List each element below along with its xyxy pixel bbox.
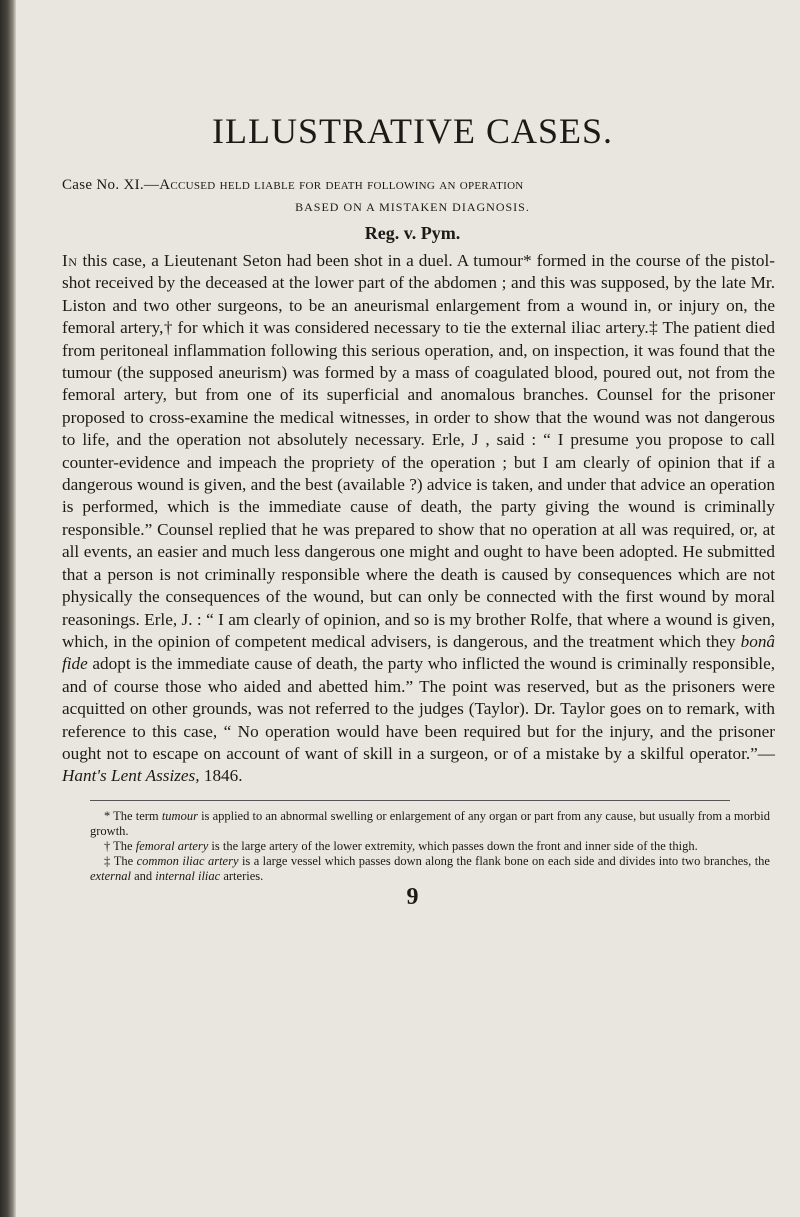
page-heading: ILLUSTRATIVE CASES. <box>211 111 613 151</box>
case-label: Case No. XI. <box>62 177 144 193</box>
book-page <box>50 110 775 911</box>
case-body-paragraph <box>62 250 775 788</box>
book-binding-edge <box>0 0 16 1217</box>
citation-source: Hant's Lent Assizes, <box>62 766 200 786</box>
footnotes <box>90 809 770 884</box>
paragraph-lead-word: In <box>62 251 78 270</box>
footnote-iliac-artery: ‡ The common iliac artery is a large vessel which passes down along the flank bone on each side and divides into two branches, the external and internal iliac arteries. <box>90 853 770 883</box>
bona-fide-phrase: bonâ fide <box>62 631 775 674</box>
footnote-femoral-artery: † The femoral artery is the large artery of the lower extremity, which passes down the front and inner side of the thigh. <box>104 838 698 853</box>
page-number: 9 <box>406 883 419 910</box>
case-reg-line: Reg. v. Pym. <box>364 223 461 243</box>
case-title <box>62 176 775 194</box>
footnote-divider <box>90 800 730 801</box>
footnote-tumour: * The term tumour is applied to an abnormal swelling or enlargement of any organ or part from any cause, but usually from a morbid growth. <box>90 808 770 838</box>
case-title-text: —Accused held liable for death following an operation <box>143 177 524 193</box>
citation-year: 1846. <box>199 766 243 786</box>
case-subtitle: BASED ON A MISTAKEN DIAGNOSIS. <box>295 200 530 214</box>
body-text-part-2: adopt is the immediate cause of death, the party who inflicted the wound is criminally responsible, and of course those who aided and abetted him.” The point was reserved, but as the prisoners were acquitted on other grounds, was not referred to the judges (Taylor). Dr. Taylor goes on to remark, with reference to this case, “ No operation would have been required but for the injury, and the prisoner ought not to escape on account of want of skill in a surgeon, or of a mistake by a skilful operator.”— <box>62 654 775 763</box>
body-text-part-1: this case, a Lieutenant Seton had been shot in a duel. A tumour* formed in the course of the pistol-shot received by the deceased at the lower part of the abdomen ; and this was supposed, by the late Mr. Liston and two other surgeons, to be an aneurismal enlargement from a wound in, or injury on, the femoral artery,† for which it was considered necessary to tie the external iliac artery.‡ The patient died from peritoneal inflammation following this serious operation, and, on inspection, it was found that the tumour (the supposed aneurism) was formed by a mass of coagulated blood, poured out, not from the femoral artery, but from one of its superficial and anomalous branches. Counsel for the prisoner proposed to cross-examine the medical witnesses, in order to show that the wound was not dangerous to life, and the operation not absolutely necessary. Erle, J , said : “ I presume you propose to call counter-evidence and impeach the propriety of the operation ; but I am clearly of opinion that if a dangerous wound is given, and the best (available ?) advice is taken, and under that advice an operation is performed, which is the immediate cause of death, the party giving the wound is criminally responsible.” Counsel replied that he was prepared to show that no operation at all was required, or, at all events, an easier and much less dangerous one might and ought to have been adopted. He submitted that a person is not criminally responsible where the death is caused by consequences which are not physically the consequences of the wound, but can only be connected with the first wound by moral reasonings. Erle, J. : “ I am clearly of opinion, and so is my brother Rolfe, that where a wound is given, which, in the opinion of competent medical advisers, is dangerous, and the treatment which they <box>62 251 775 651</box>
